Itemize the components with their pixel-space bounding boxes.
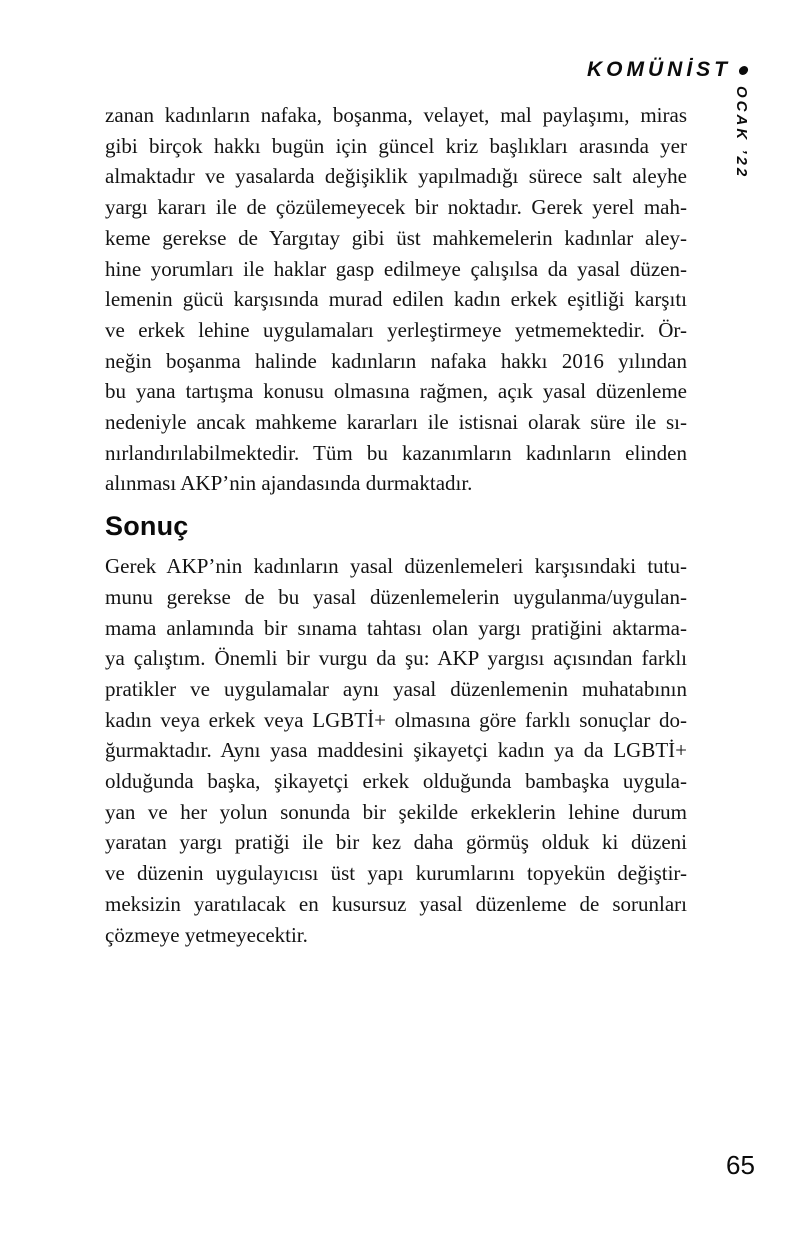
text-line: ve düzenin uygulayıcısı üst yapı kurumlarını topyekün değiştir-: [105, 861, 687, 886]
page-number: 65: [726, 1150, 755, 1180]
text-line: meksizin yaratılacak en kusursuz yasal düzenleme de sorunları: [105, 891, 687, 916]
text-line: bu yana tartışma konusu olmasına rağmen, açık yasal düzenleme: [105, 379, 687, 404]
text-line: ve erkek lehine uygulamaları yerleştirmeye yetmemektedir. Ör-: [105, 317, 687, 342]
text-line: neğin boşanma halinde kadınların nafaka hakkı 2016 yılından: [105, 348, 687, 373]
text-line: zanan kadınların nafaka, boşanma, velayet, mal paylaşımı, miras: [105, 103, 687, 127]
text-line: nedeniyle ancak mahkeme kararları ile istisnai olarak süre ile sı-: [105, 410, 687, 435]
text-line: yaratan yargı pratiği ile bir kez daha görmüş olduk ki düzeni: [105, 830, 687, 855]
text-line: gibi birçok hakkı bugün için güncel kriz başlıkları arasında yer: [105, 133, 687, 158]
text-line: yargı kararı ile de çözülemeyecek bir noktadır. Gerek yerel mah-: [105, 195, 687, 220]
text-line: pratikler ve uygulamalar aynı yasal düzenlemenin muhatabının: [105, 676, 687, 701]
paragraph-2: [105, 551, 687, 950]
text-line: nırlandırılabilmektedir. Tüm bu kazanımların kadınların elinden: [105, 440, 687, 465]
text-line: hine yorumları ile haklar gasp edilmeye çalışılsa da yasal düzen-: [105, 256, 687, 281]
text-line: olduğunda başka, şikayetçi erkek olduğunda bambaşka uygula-: [105, 769, 687, 794]
text-line: almaktadır ve yasalarda değişiklik yapılmadığı sürece salt aleyhe: [105, 164, 687, 189]
section-heading: Sonuç: [105, 511, 189, 542]
text-line: keme gerekse de Yargıtay gibi üst mahkemelerin kadınlar aley-: [105, 225, 687, 250]
text-line: munu gerekse de bu yasal düzenlemelerin uygulanma/uygulan-: [105, 584, 687, 609]
bullet-icon: [738, 66, 749, 75]
text-line: alınması AKP’nin ajandasında durmaktadır.: [105, 471, 473, 496]
text-line: Gerek AKP’nin kadınların yasal düzenlemeleri karşısındaki tutu-: [105, 554, 687, 579]
journal-masthead: [587, 58, 748, 82]
paragraph-1: [105, 100, 687, 499]
text-line: çözmeye yetmeyecektir.: [105, 922, 308, 947]
text-line: mama anlamında bir sınama tahtası olan yargı pratiğini aktarma-: [105, 615, 687, 640]
journal-title: KOMÜNİST: [587, 58, 731, 81]
text-line: ya çalıştım. Önemli bir vurgu da şu: AKP yargısı açısından farklı: [105, 646, 687, 671]
text-line: ğurmaktadır. Aynı yasa maddesini şikayetçi kadın ya da LGBTİ+: [105, 738, 687, 763]
text-line: lemenin gücü karşısında murad edilen kadın erkek eşitliği karşıtı: [105, 287, 687, 312]
issue-label: OCAK ’22: [733, 86, 750, 180]
text-line: yan ve her yolun sonunda bir şekilde erkeklerin lehine durum: [105, 799, 687, 824]
text-line: kadın veya erkek veya LGBTİ+ olmasına göre farklı sonuçlar do-: [105, 707, 687, 732]
body-text: [105, 100, 687, 950]
